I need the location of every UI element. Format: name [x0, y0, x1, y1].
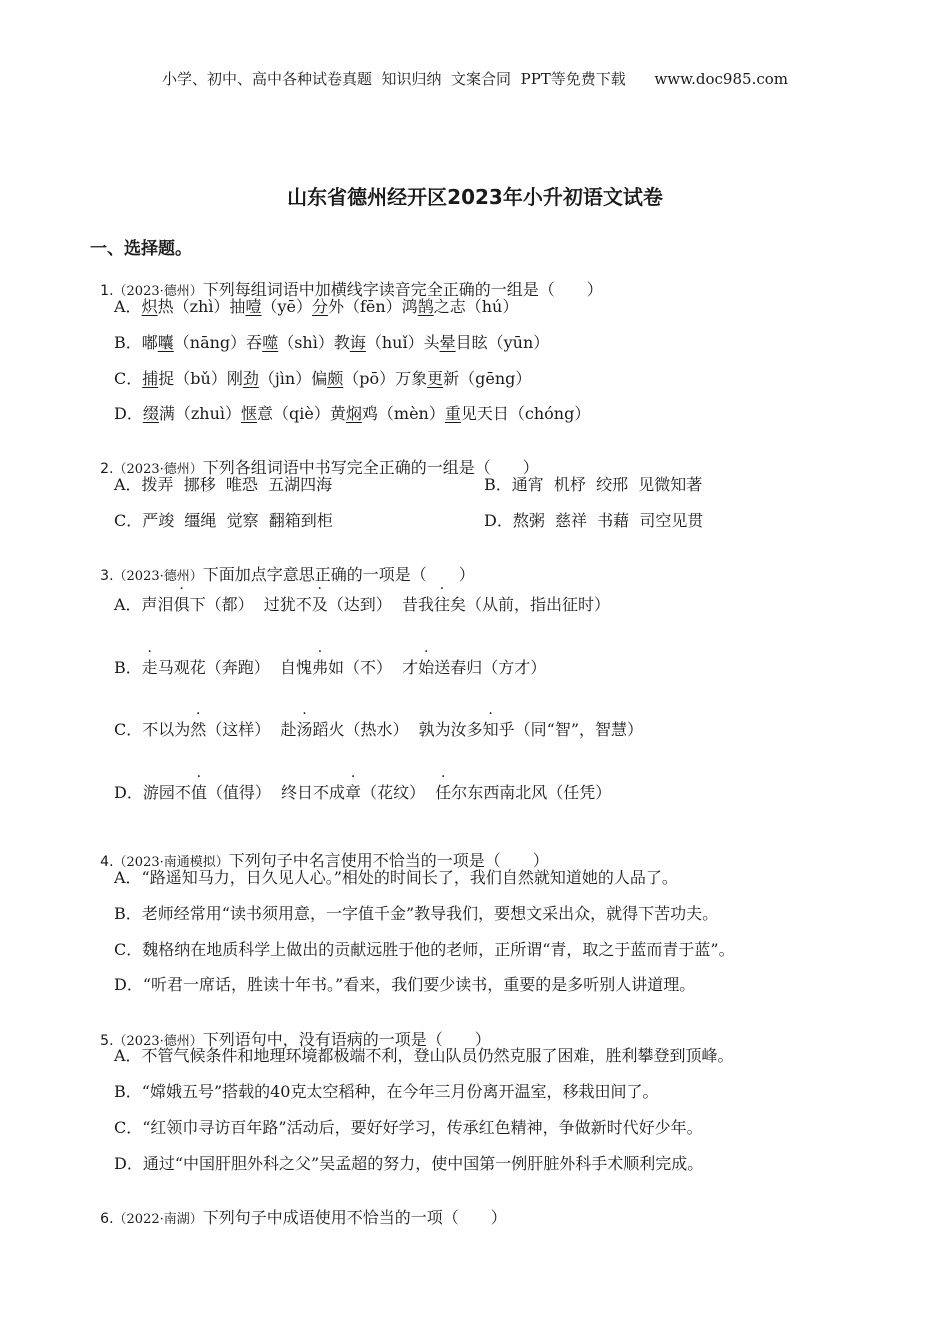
section-heading: 一、选择题。: [90, 239, 192, 259]
q1-option-c: C．捕捉（bǔ）刚劲（jìn）偏颇（pō）万象更新（gēng）: [114, 369, 532, 388]
q2-option-c: C．严竣 缰绳 觉察 翻箱到柜: [114, 511, 333, 530]
q5-option-c: C．“红领巾寻访百年路”活动后，要好好学习，传承红色精神，争做新时代好少年。: [114, 1118, 703, 1137]
q4-option-c: C．魏格纳在地质科学上做出的贡献远胜于他的老师，正所谓“青，取之于蓝而青于蓝”。: [114, 940, 735, 959]
q3-option-a: A．声泪俱下（都） 过犹不及（达到） 昔我往矣（从前，指出征时）: [114, 595, 610, 614]
q2-option-d: D．熬粥 慈祥 书藉 司空见贯: [484, 511, 704, 530]
q1-option-d: D．缀满（zhuì）惬意（qiè）黄焖鸡（mèn）重见天日（chóng）: [114, 404, 591, 423]
q3-option-c: C．不以为然（这样） 赴汤蹈火（热水） 孰为汝多知乎（同“智”，智慧）: [114, 720, 644, 739]
page-header: 小学、初中、高中各种试卷真题 知识归纳 文案合同 PPT等免费下载 www.doc985.com: [161, 70, 788, 88]
exam-title: 山东省德州经开区2023年小升初语文试卷: [287, 185, 663, 209]
question-1: 1.（2023·德州）下列每组词语中加横线字读音完全正确的一组是（ ）: [100, 280, 603, 299]
q4-option-b: B．老师经常用“读书须用意，一字值千金”教导我们，要想文采出众，就得下苦功夫。: [114, 904, 719, 923]
q4-option-d: D．“听君一席话，胜读十年书。”看来，我们要少读书，重要的是多听别人讲道理。: [114, 975, 696, 994]
question-6: 6.（2022·南湖）下列句子中成语使用不恰当的一项（ ）: [100, 1208, 507, 1227]
q1-option-b: B．嘟囔（nāng）吞噬（shì）教诲（huǐ）头晕目眩（yūn）: [114, 333, 550, 352]
question-2: 2.（2023·德州）下列各组词语中书写完全正确的一组是（ ）: [100, 458, 539, 477]
question-4: 4.（2023·南通模拟）下列句子中名言使用不恰当的一项是（ ）: [100, 851, 549, 870]
q4-option-a: A．“路遥知马力，日久见人心。”相处的时间长了，我们自然就知道她的人品了。: [114, 868, 678, 887]
q5-option-a: A．不管气候条件和地理环境都极端不利，登山队员仍然克服了困难，胜利攀登到顶峰。: [114, 1046, 734, 1065]
q5-option-d: D．通过“中国肝胆外科之父”吴孟超的努力，使中国第一例肝脏外科手术顺利完成。: [114, 1154, 704, 1173]
question-3: 3.（2023·德州）下面加点字意思正确的一项是（ ）: [100, 565, 475, 584]
q3-option-d: D．游园不值（值得） 终日不成章（花纹） 任尔东西南北风（任凭）: [114, 783, 612, 802]
q2-option-a: A．拨弄 挪移 唯恐 五湖四海: [114, 475, 333, 494]
q2-option-b: B．通宵 机杼 绞邢 见微知著: [484, 475, 703, 494]
question-5: 5.（2023·德州）下列语句中，没有语病的一项是（ ）: [100, 1030, 491, 1049]
q5-option-b: B．“嫦娥五号”搭载的40克太空稻种，在今年三月份离开温室，移栽田间了。: [114, 1082, 659, 1101]
q3-option-b: B．走马观花（奔跑） 自愧弗如（不） 才始送春归（方才）: [114, 658, 547, 677]
q1-option-a: A．炽热（zhì）抽噎（yē）分外（fēn）鸿鹄之志（hú）: [114, 297, 519, 316]
